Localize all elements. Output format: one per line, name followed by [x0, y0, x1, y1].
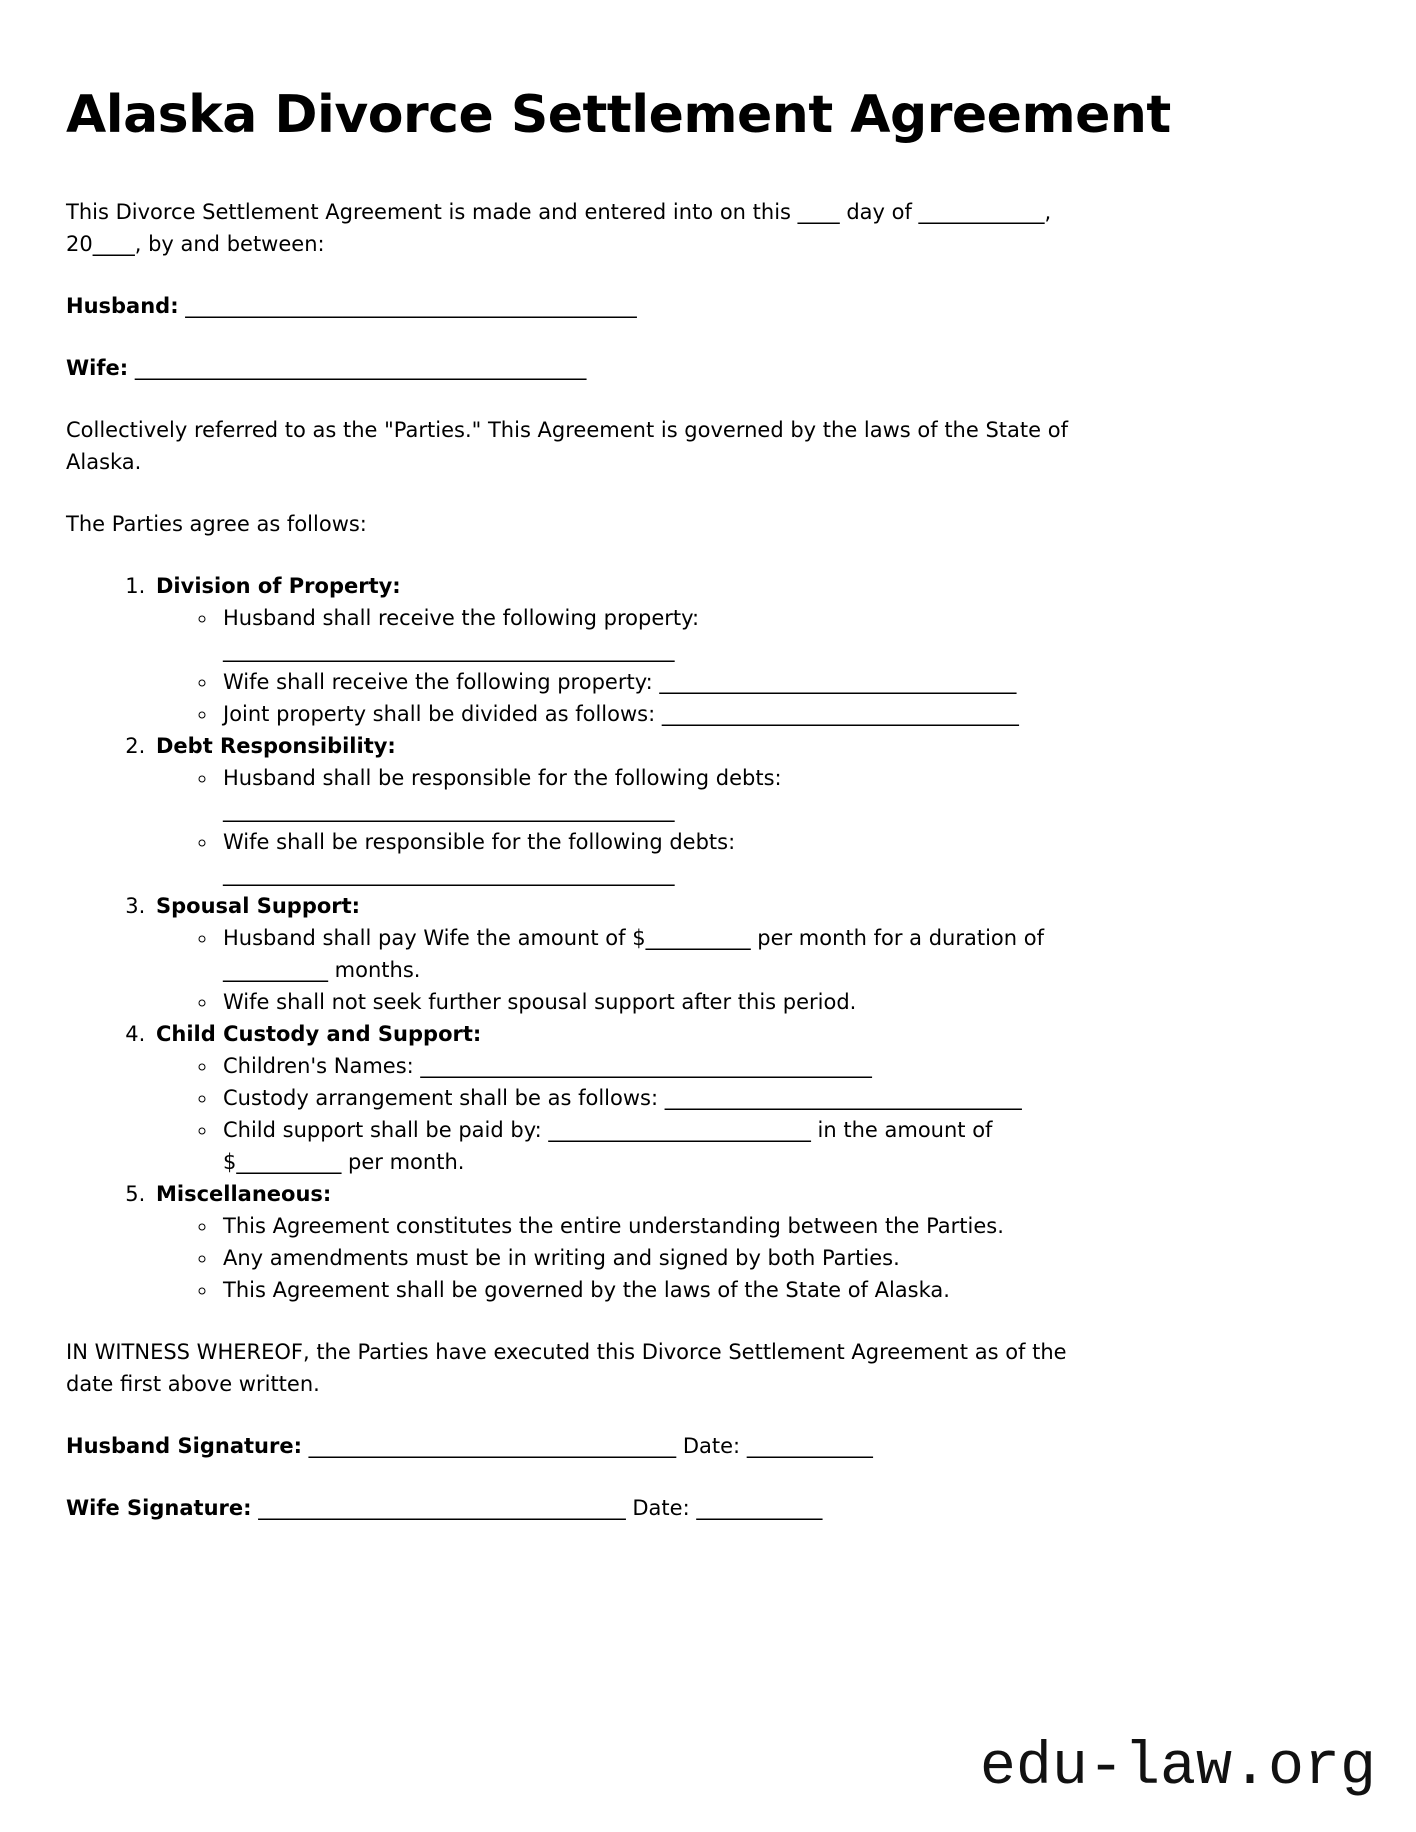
list-item-text: Custody arrangement shall be as follows: __________________________________	[223, 1086, 1022, 1110]
section-spousal-support	[152, 890, 1071, 1018]
list-item-text: Wife shall not seek further spousal support after this period.	[223, 990, 857, 1014]
list-item	[218, 1082, 1071, 1114]
list-item	[218, 826, 1071, 890]
wife-label: Wife:	[66, 356, 129, 380]
list-item	[218, 1050, 1071, 1082]
section-heading: Spousal Support:	[156, 894, 361, 918]
husband-label: Husband:	[66, 294, 179, 318]
section-division-of-property	[152, 570, 1071, 730]
governing-clause: Collectively referred to as the "Parties." This Agreement is governed by the laws of the State of Alaska.	[66, 418, 1068, 474]
list-item	[218, 1242, 1071, 1274]
list-item-text: Husband shall be responsible for the following debts:	[223, 766, 782, 790]
page-title: Alaska Divorce Settlement Agreement	[66, 85, 1171, 145]
husband-name-blank: ___________________________________________	[185, 294, 637, 318]
fill-in-blank-line: ___________________________________________	[223, 638, 675, 662]
list-item	[218, 1210, 1071, 1242]
document-content	[66, 84, 1171, 1524]
section-heading: Debt Responsibility:	[156, 734, 396, 758]
list-item	[218, 666, 1071, 698]
list-item	[218, 922, 1071, 986]
list-item	[218, 762, 1071, 826]
clause-list	[156, 1210, 1071, 1306]
list-item-text: Children's Names: ___________________________________________	[223, 1054, 872, 1078]
husband-signature-blank: ___________________________________	[308, 1434, 677, 1458]
section-miscellaneous	[152, 1178, 1071, 1306]
section-heading: Miscellaneous:	[156, 1182, 332, 1206]
section-heading: Child Custody and Support:	[156, 1022, 482, 1046]
list-item-text: Joint property shall be divided as follows: __________________________________	[223, 702, 1019, 726]
section-heading: Division of Property:	[156, 574, 401, 598]
husband-name-line	[66, 290, 1071, 322]
husband-date-blank: ____________	[746, 1434, 873, 1458]
husband-signature-line	[66, 1430, 1071, 1462]
list-item	[218, 1274, 1071, 1306]
list-item-text: Husband shall pay Wife the amount of $__________ per month for a duration of __________ months.	[223, 926, 1045, 982]
fill-in-blank-line: ___________________________________________	[223, 798, 675, 822]
section-child-custody-and-support	[152, 1018, 1071, 1178]
agreement-lead-in: The Parties agree as follows:	[66, 512, 367, 536]
list-item	[218, 698, 1071, 730]
clause-list	[156, 1050, 1071, 1178]
list-item-text: This Agreement shall be governed by the laws of the State of Alaska.	[223, 1278, 950, 1302]
wife-name-line	[66, 352, 1071, 384]
date-label: Date:	[682, 1434, 741, 1458]
wife-name-blank: ___________________________________________	[134, 356, 587, 380]
clause-list	[156, 762, 1071, 890]
clause-list	[156, 922, 1071, 1018]
list-item-text: Wife shall be responsible for the following debts:	[223, 830, 736, 854]
clause-list	[156, 602, 1071, 730]
list-item	[218, 1114, 1071, 1178]
section-debt-responsibility	[152, 730, 1071, 890]
wife-signature-blank: ___________________________________	[258, 1496, 626, 1520]
list-item	[218, 986, 1071, 1018]
list-item-text: Husband shall receive the following property:	[223, 606, 700, 630]
husband-signature-label: Husband Signature:	[66, 1434, 302, 1458]
list-item	[218, 602, 1071, 666]
list-item-text: Wife shall receive the following property: __________________________________	[223, 670, 1017, 694]
date-label: Date:	[632, 1496, 690, 1520]
sections-list	[66, 570, 1071, 1306]
list-item-text: Child support shall be paid by: _________________________ in the amount of $__________ per month.	[223, 1118, 993, 1174]
intro-paragraph: This Divorce Settlement Agreement is made and entered into on this ____ day of ____________, 20____, by and between:	[66, 200, 1052, 256]
site-watermark: edu-law.org	[979, 1734, 1376, 1802]
fill-in-blank-line: ___________________________________________	[223, 862, 675, 886]
list-item-text: Any amendments must be in writing and signed by both Parties.	[223, 1246, 900, 1270]
wife-signature-line	[66, 1492, 1071, 1524]
wife-date-blank: ____________	[696, 1496, 823, 1520]
list-item-text: This Agreement constitutes the entire understanding between the Parties.	[223, 1214, 1004, 1238]
wife-signature-label: Wife Signature:	[66, 1496, 252, 1520]
witness-clause: IN WITNESS WHEREOF, the Parties have executed this Divorce Settlement Agreement as of the date first above written.	[66, 1340, 1067, 1396]
